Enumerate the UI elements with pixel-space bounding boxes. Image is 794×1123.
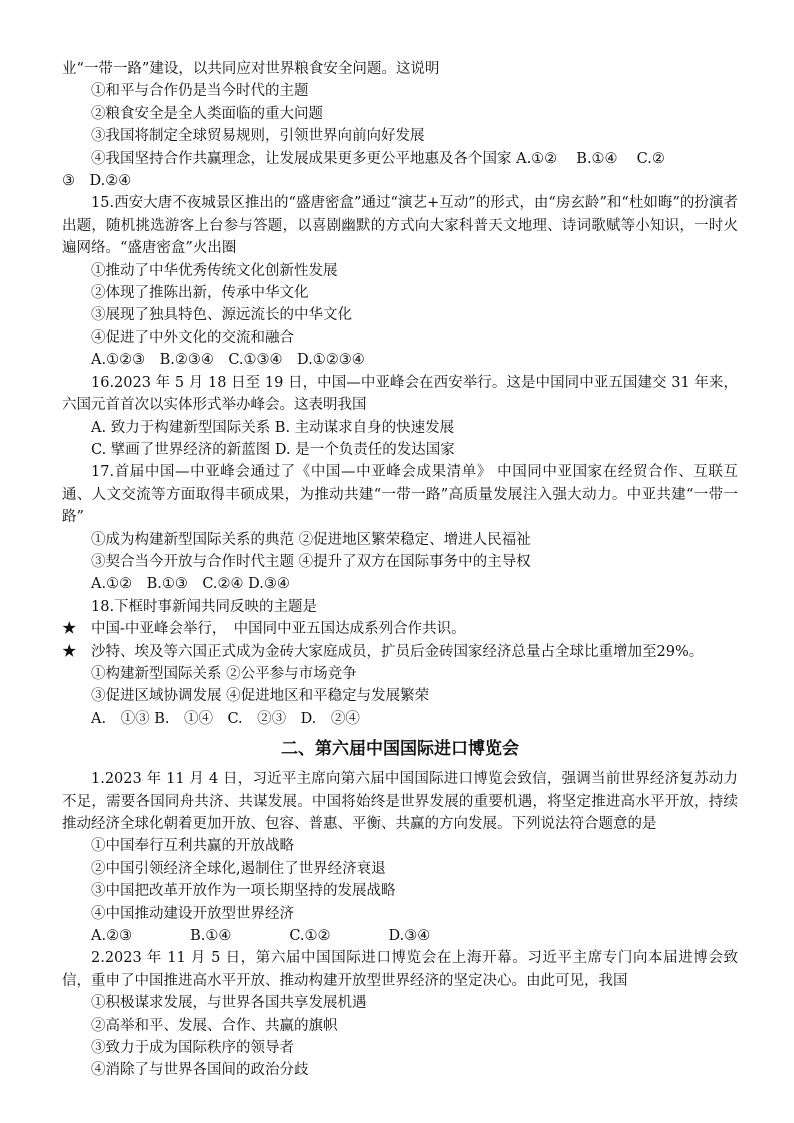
q16-answers-cd: C. 擘画了世界经济的新蓝图 D. 是一个负责任的发达国家 bbox=[91, 441, 455, 458]
q14-option-2: ②粮食安全是全人类面临的重大问题 bbox=[91, 105, 323, 122]
q15-option-3: ③展现了独具特色、源远流长的中华文化 bbox=[91, 307, 352, 324]
q14-stem-continuation: 业“一带一路”建设，以共同应对世界粮食安全问题。这说明 bbox=[62, 61, 440, 77]
q14-option-4-with-answers: ④我国坚持合作共赢理念，让发展成果更多更公平地惠及各个国家 A.①② B.①④ C.② bbox=[91, 150, 665, 167]
q15-answers: A.①②③ B.②③④ C.①③④ D.①②③④ bbox=[91, 352, 365, 369]
s2q2-stem: 2.2023 年 11 月 5 日，第六届中国国际进口博览会在上海开幕。习近平主席专门向本届进博会致信，重申了中国推进高水平开放、推动构建开放型世界经济的坚定决心。由此可见，我国 bbox=[62, 950, 738, 989]
s2q2-option-1: ①积极谋求发展，与世界各国共享发展机遇 bbox=[91, 995, 367, 1012]
s2q1-option-4: ④中国推动建设开放型世界经济 bbox=[91, 905, 294, 922]
q18-news-item-1: ★ 中国-中亚峰会举行， 中国同中亚五国达成系列合作共识。 bbox=[62, 621, 466, 638]
q17-options-34: ③契合当今开放与合作时代主题 ④提升了双方在国际事务中的主导权 bbox=[91, 553, 531, 570]
q14-option-3: ③我国将制定全球贸易规则，引领世界向前向好发展 bbox=[91, 128, 425, 145]
s2q1-option-1: ①中国奉行互利共赢的开放战略 bbox=[91, 838, 294, 855]
s2q2-option-2: ②高举和平、发展、合作、共赢的旗帜 bbox=[91, 1017, 338, 1034]
q14-option-1: ①和平与合作仍是当今时代的主题 bbox=[91, 83, 309, 100]
s2q2-option-4: ④消除了与世界各国间的政治分歧 bbox=[91, 1062, 309, 1079]
s2q2-option-3: ③致力于成为国际秩序的领导者 bbox=[91, 1040, 294, 1057]
q17-stem: 17.首届中国—中亚峰会通过了《中国—中亚峰会成果清单》 中国同中亚国家在经贸合作、互联互通、人文交流等方面取得丰硕成果，为推动共建“一带一路”高质量发展注入强大动力。中亚共建“一带一路” bbox=[62, 464, 738, 526]
q14-answers-continuation: ③ D.②④ bbox=[62, 173, 132, 190]
s2q1-option-3: ③中国把改革开放作为一项长期坚持的发展战略 bbox=[91, 883, 396, 900]
s2q1-answers: A.②③ B.①④ C.①② D.③④ bbox=[91, 928, 431, 945]
q18-news-item-2: ★ 沙特、埃及等六国正式成为金砖大家庭成员，扩员后金砖国家经济总量占全球比重增加至29%。 bbox=[62, 643, 704, 660]
q18-stem: 18.下框时事新闻共同反映的主题是 bbox=[91, 598, 318, 615]
q18-answers: A. ①③ B. ①④ C. ②③ D. ②④ bbox=[91, 710, 360, 727]
s2q1-option-2: ②中国引领经济全球化,遏制住了世界经济衰退 bbox=[91, 860, 386, 877]
q17-options-12: ①成为构建新型国际关系的典范 ②促进地区繁荣稳定、增进人民福祉 bbox=[91, 531, 531, 548]
q16-answers-ab: A. 致力于构建新型国际关系 B. 主动谋求自身的快速发展 bbox=[91, 419, 455, 436]
q16-stem: 16.2023 年 5 月 18 日至 19 日，中国—中亚峰会在西安举行。这是中国同中亚五国建交 31 年来，六国元首首次以实体形式举办峰会。这表明我国 bbox=[62, 374, 738, 414]
q15-option-2: ②体现了推陈出新，传承中华文化 bbox=[91, 285, 309, 302]
s2q1-stem: 1.2023 年 11 月 4 日，习近平主席向第六届中国国际进口博览会致信，强调当前世界经济复苏动力不足，需要各国同舟共济、共谋发展。中国将始终是世界发展的重要机遇，将坚定推进高水平开放，持续推动经济全球化朝着更加开放、包容、普惠、平衡、共赢的方向发展。下列说法符合题意的是 bbox=[62, 771, 738, 832]
q15-stem: 15.西安大唐不夜城景区推出的“盛唐密盒”通过“演艺+互动”的形式，由“房玄龄”和“杜如晦”的扮演者出题，随机挑选游客上台参与答题，以喜剧幽默的方式向大家科普天文地理、诗词歌赋等小知识，一时火遍网络。“盛唐密盒”火出圈 bbox=[62, 195, 738, 257]
section-heading: 二、第六届中国国际进口博览会 bbox=[281, 739, 519, 760]
q15-option-4: ④促进了中外文化的交流和融合 bbox=[91, 329, 294, 346]
document-page bbox=[62, 58, 738, 1082]
q18-options-12: ①构建新型国际关系 ②公平参与市场竞争 bbox=[91, 665, 357, 682]
q18-options-34: ③促进区域协调发展 ④促进地区和平稳定与发展繁荣 bbox=[91, 688, 430, 705]
q15-option-1: ①推动了中华优秀传统文化创新性发展 bbox=[91, 262, 338, 279]
q17-answers: A.①② B.①③ C.②④ D.③④ bbox=[91, 576, 290, 593]
